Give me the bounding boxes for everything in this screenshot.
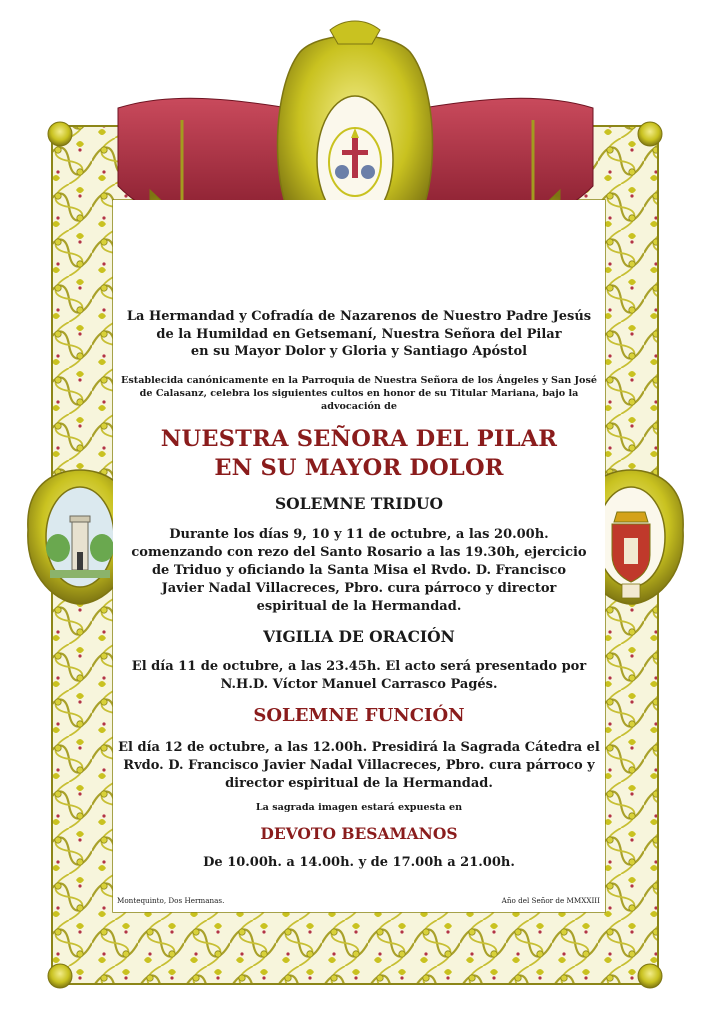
funcion-text: El día 12 de octubre, a las 12.00h. Presidirá la Sagrada Cátedra el Rvdo. D. Francisco Javier Nadal Villacreces, Pbro. cura párroco y director espiritual de la Hermandad. xyxy=(118,740,600,791)
footer-location: Montequinto, Dos Hermanas. xyxy=(117,896,225,905)
tower-landscape-icon xyxy=(46,487,114,587)
triduo-heading: SOLEMNE TRIDUO xyxy=(274,494,444,513)
besamanos-heading: DEVOTO BESAMANOS xyxy=(260,824,458,843)
besamanos-schedule: De 10.00h. a 14.00h. y de 17.00h a 21.00h. xyxy=(203,855,515,870)
footer-year: Año del Señor de MMXXIII xyxy=(501,896,600,905)
besamanos-intro: La sagrada imagen estará expuesta en xyxy=(255,802,463,813)
page-title: NUESTRA SEÑORA DEL PILAR EN SU MAYOR DOLOR xyxy=(160,426,558,481)
vigilia-text: El día 11 de octubre, a las 23.45h. El acto será presentado por N.H.D. Víctor Manuel Carrasco Pagés. xyxy=(131,659,587,692)
intro-text: La Hermandad y Cofradía de Nazarenos de Nuestro Padre Jesús de la Humildad en Getsemaní, Nuestra Señora del Pilar en su Mayor Dolor y Gloria y Santiago Apóstol xyxy=(126,309,592,359)
funcion-heading: SOLEMNE FUNCIÓN xyxy=(253,705,465,726)
establecida-text: Establecida canónicamente en la Parroquia de Nuestra Señora de los Ángeles y San José de Calasanz, celebra los siguientes cultos en honor de su Titular Mariana, bajo la advocación de xyxy=(121,375,597,412)
vigilia-heading: VIGILIA DE ORACIÓN xyxy=(263,627,455,646)
triduo-text: Durante los días 9, 10 y 11 de octubre, a las 20.00h. comenzando con rezo del Santo Rosario a las 19.30h, ejercicio de Triduo y oficiando la Santa Misa el Rvdo. D. Francisco Javier Nadal Villacreces, Pbro. cura párroco y director espiritual de la Hermandad. xyxy=(131,527,587,614)
